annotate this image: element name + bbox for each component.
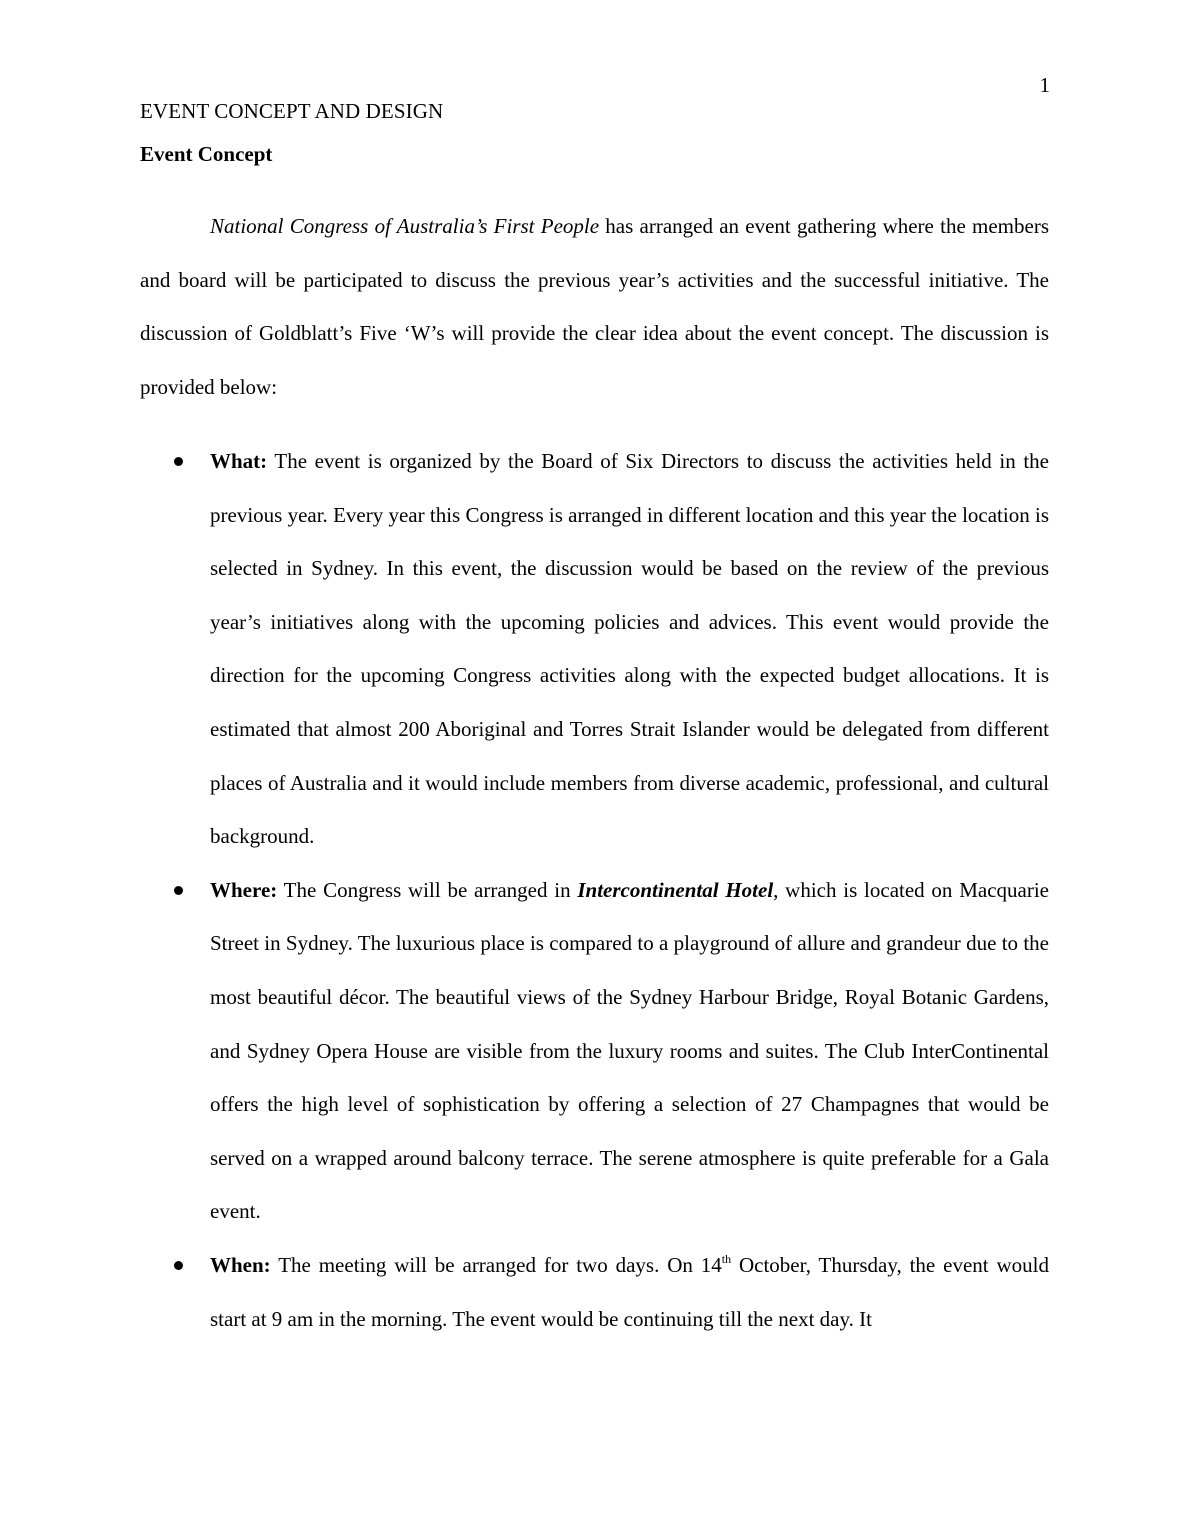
list-item-when [140,1239,1049,1346]
page-number: 1 [1039,73,1050,97]
item-label-when: When: [210,1252,271,1277]
item-text-what: The event is organized by the Board of Six Directors to discuss the activities held in the previous year. Every year this Congress is arranged in different location and this year the location is selected in Sydney. In this event, the discussion would be based on the review of the previous year’s initiatives along with the upcoming policies and advices. This event would provide the direction for the upcoming Congress activities along with the expected budget allocations. It is estimated that almost 200 Aboriginal and Torres Strait Islander would be delegated from different places of Australia and it would include members from diverse academic, professional, and cultural background. [210,449,1049,849]
bullet-icon [174,457,183,466]
item-text-when-after: October, Thursday, the event would start at 9 am in the morning. The event would be continuing till the next day. It [210,1252,1049,1331]
list-item-what [140,435,1049,864]
date-ordinal-suffix: th [721,1251,732,1266]
list-item-where [140,864,1049,1239]
item-text-where-before: The Congress will be arranged in [277,877,578,902]
item-text-when-before: The meeting will be arranged for two days. On 14 [270,1252,722,1277]
intro-text: has arranged an event gathering where the members and board will be participated to discuss the previous year’s activities and the successful initiative. The discussion of Goldblatt’s Five ‘W’s will provide the clear idea about the event concept. The discussion is provided below: [140,214,1049,399]
organization-name: National Congress of Australia’s First People [210,214,600,238]
running-head: EVENT CONCEPT AND DESIGN [140,99,444,123]
bullet-icon [174,1261,183,1270]
item-label-what: What: [210,449,268,473]
intro-paragraph [140,200,1049,414]
five-w-list [140,435,1049,1346]
bullet-icon [174,886,183,895]
item-text-where-after: , which is located on Macquarie Street in Sydney. The luxurious place is compared to a playground of allure and grandeur due to the most beautiful décor. The beautiful views of the Sydney Harbour Bridge, Royal Botanic Gardens, and Sydney Opera House are visible from the luxury rooms and suites. The Club InterContinental offers the high level of sophistication by offering a selection of 27 Champagnes that would be served on a wrapped around balcony terrace. The serene atmosphere is quite preferable for a Gala event. [210,877,1049,1224]
item-label-where: Where: [210,877,278,902]
hotel-name: Intercontinental Hotel [577,877,774,902]
section-heading: Event Concept [140,142,273,166]
